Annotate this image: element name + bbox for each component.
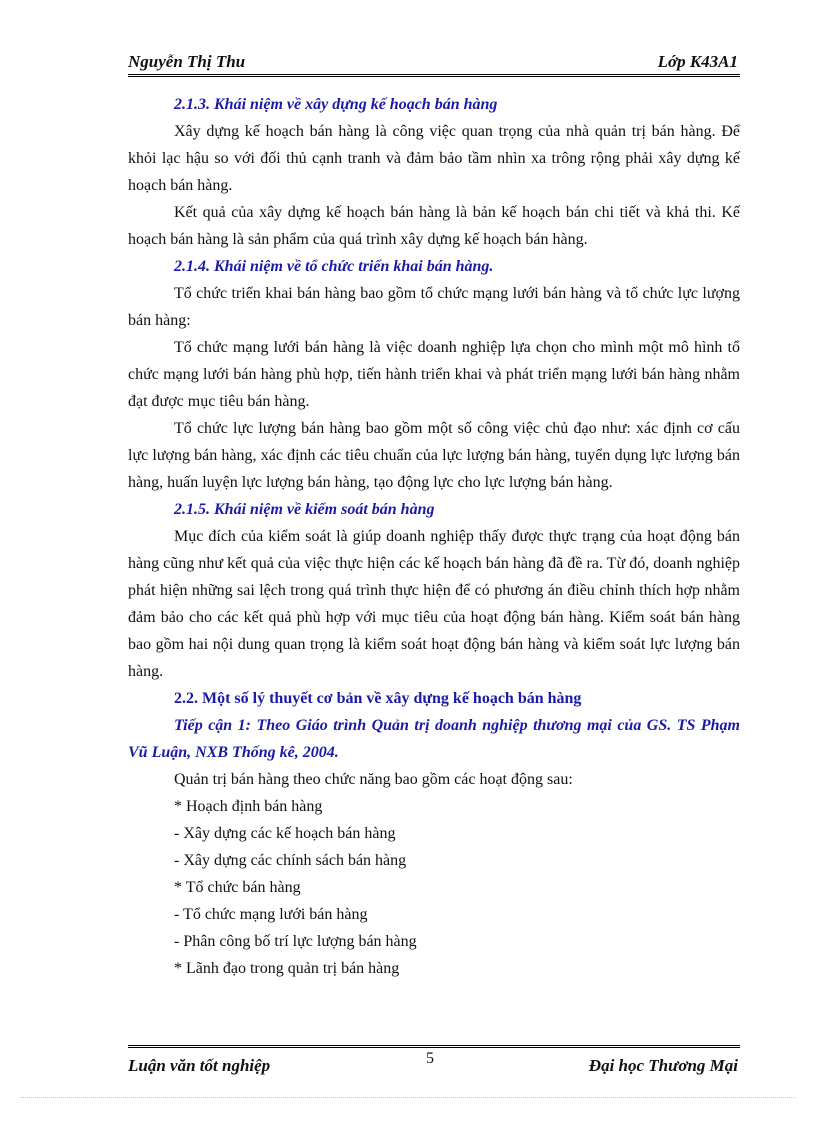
page-header — [128, 48, 740, 77]
footer-university: Đại học Thương Mại — [588, 1056, 738, 1075]
section-heading: 2.2. Một số lý thuyết cơ bản về xây dựng kế hoạch bán hàng — [174, 690, 582, 707]
page-footer — [128, 1045, 740, 1082]
author-name: Nguyễn Thị Thu — [128, 52, 246, 71]
page-bottom-divider — [20, 1097, 796, 1098]
section-heading: 2.1.4. Khái niệm về tổ chức triển khai bán hàng. — [174, 258, 494, 275]
document-body — [128, 91, 740, 982]
class-name: Lớp K43A1 — [657, 52, 738, 71]
paragraph: Kết quả của xây dựng kế hoạch bán hàng là bản kế hoạch bán chi tiết và khả thi. Kế hoạch bán hàng là sản phẩm của quá trình xây dựng kế hoạch bán hàng. — [128, 204, 740, 248]
list-item: - Tổ chức mạng lưới bán hàng — [174, 906, 368, 923]
footer-thesis-label: Luận văn tốt nghiệp — [128, 1056, 271, 1075]
section-heading: 2.1.5. Khái niệm về kiểm soát bán hàng — [174, 501, 435, 518]
paragraph: Tổ chức mạng lưới bán hàng là việc doanh nghiệp lựa chọn cho mình một mô hình tổ chức mạng lưới bán hàng phù hợp, tiến hành triển khai và phát triển mạng lưới bán hàng nhằm đạt được mục tiêu bán hàng. — [128, 339, 740, 410]
page-number: 5 — [426, 1050, 434, 1067]
list-item: - Phân công bố trí lực lượng bán hàng — [174, 933, 417, 950]
paragraph: Tổ chức lực lượng bán hàng bao gồm một số công việc chủ đạo như: xác định cơ cấu lực lượng bán hàng, xác định các tiêu chuẩn của lực lượng bán hàng, tuyển dụng lực lượng bán hàng, huấn luyện lực lượng bán hàng, tạo động lực cho lực lượng bán hàng. — [128, 420, 740, 491]
list-item: * Lãnh đạo trong quản trị bán hàng — [174, 960, 400, 977]
paragraph: Tổ chức triển khai bán hàng bao gồm tổ chức mạng lưới bán hàng và tổ chức lực lượng bán hàng: — [128, 285, 740, 329]
list-item: * Tổ chức bán hàng — [174, 879, 301, 896]
approach-reference: Tiếp cận 1: Theo Giáo trình Quản trị doanh nghiệp thương mại của GS. TS Phạm Vũ Luận, NXB Thống kê, 2004. — [128, 717, 740, 761]
list-intro: Quản trị bán hàng theo chức năng bao gồm các hoạt động sau: — [174, 771, 573, 788]
paragraph: Mục đích của kiểm soát là giúp doanh nghiệp thấy được thực trạng của hoạt động bán hàng cũng như kết quả của việc thực hiện các kế hoạch bán hàng đã đề ra. Từ đó, doanh nghiệp phát hiện những sai lệch trong quá trình thực hiện để có phương án điều chỉnh thích hợp nhằm đảm bảo cho các kết quả phù hợp với mục tiêu của hoạt động bán hàng. Kiểm soát bán hàng bao gồm hai nội dung quan trọng là kiểm soát hoạt động bán hàng và kiểm soát lực lượng bán hàng. — [128, 528, 740, 680]
section-heading: 2.1.3. Khái niệm về xây dựng kế hoạch bán hàng — [174, 96, 498, 113]
list-item: - Xây dựng các kế hoạch bán hàng — [174, 825, 396, 842]
list-item: - Xây dựng các chính sách bán hàng — [174, 852, 407, 869]
paragraph: Xây dựng kế hoạch bán hàng là công việc quan trọng của nhà quản trị bán hàng. Để khỏi lạc hậu so với đối thủ cạnh tranh và đảm bảo tầm nhìn xa trông rộng phải xây dựng kế hoạch bán hàng. — [128, 123, 740, 194]
list-item: * Hoạch định bán hàng — [174, 798, 323, 815]
